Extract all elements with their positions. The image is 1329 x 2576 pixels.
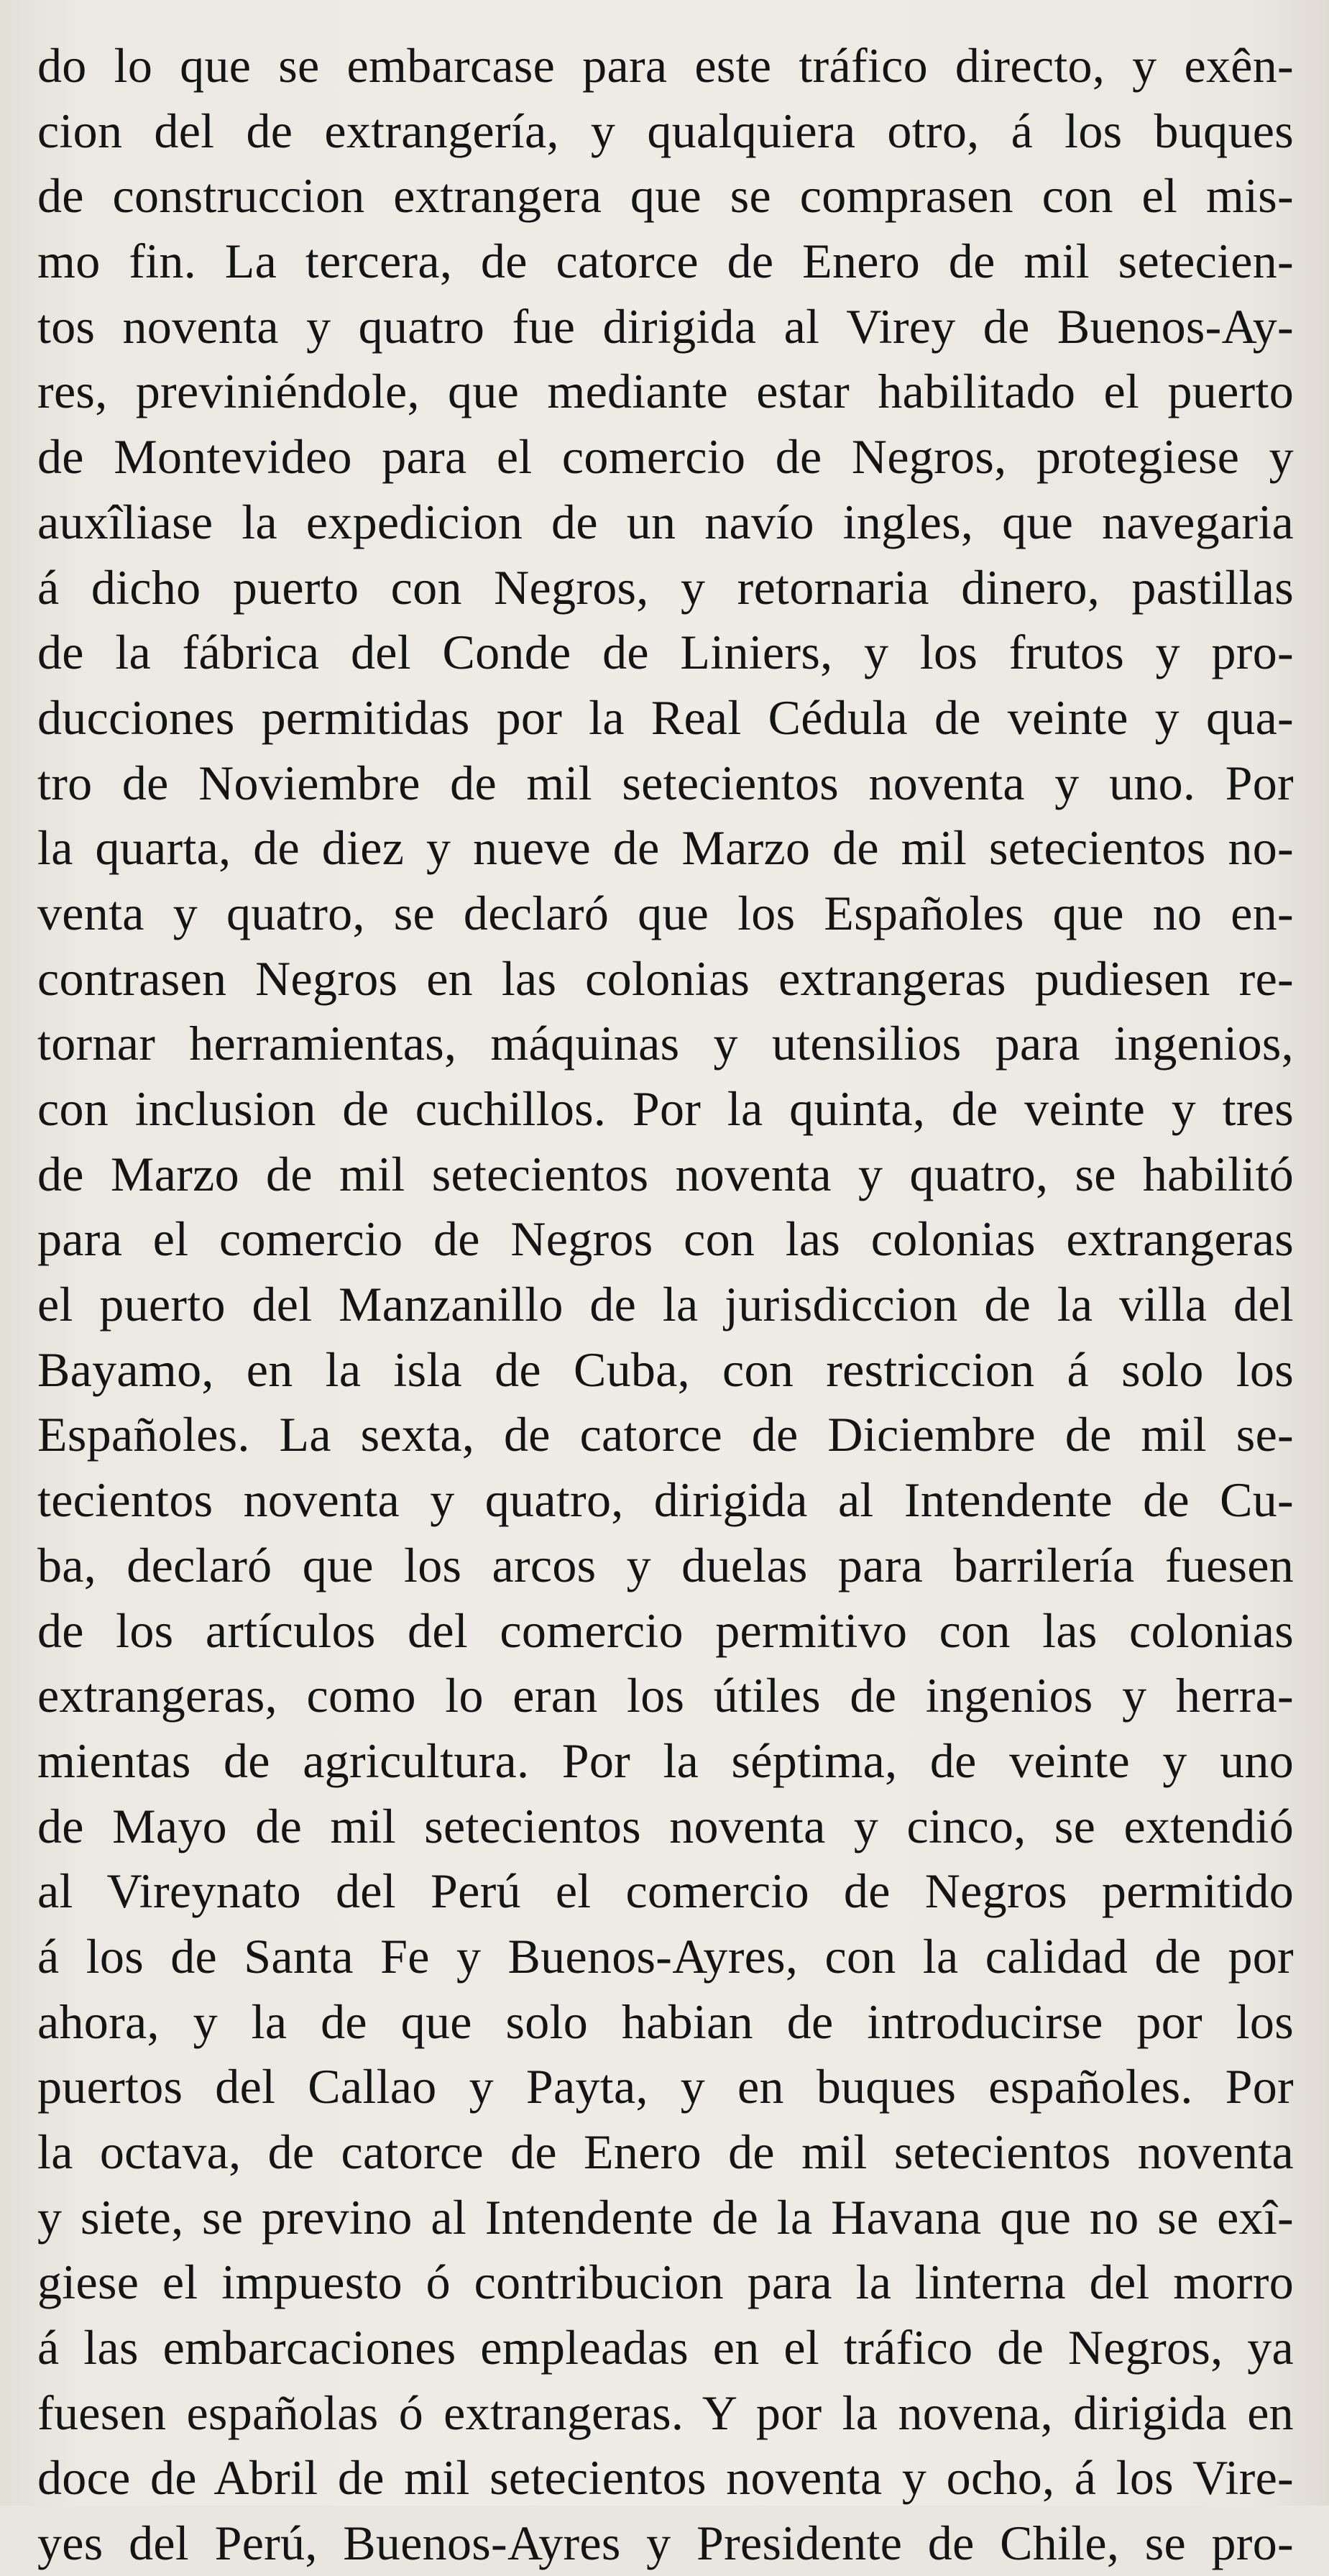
text-line: Bayamo, en la isla de Cuba, con restriccion á solo los [37, 1342, 1294, 1397]
text-line: mo fin. La tercera, de catorce de Enero de mil setecien- [37, 234, 1294, 289]
text-line: venta y quatro, se declaró que los Españoles que no en- [37, 885, 1294, 940]
text-line: do lo que se embarcase para este tráfico directo, y exên- [37, 38, 1294, 93]
text-line: de Marzo de mil setecientos noventa y quatro, se habilitó [37, 1146, 1294, 1201]
text-line: de la fábrica del Conde de Liniers, y los frutos y pro- [37, 625, 1294, 680]
text-line: tecientos noventa y quatro, dirigida al Intendente de Cu- [37, 1472, 1294, 1528]
text-line: tos noventa y quatro fue dirigida al Virey de Buenos-Ay- [37, 298, 1294, 354]
text-line: tornar herramientas, máquinas y utensilios para ingenios, [37, 1016, 1294, 1071]
text-line: de construccion extrangera que se comprasen con el mis- [37, 168, 1294, 224]
text-line: ducciones permitidas por la Real Cédula de veinte y qua- [37, 689, 1294, 745]
text-line: puertos del Callao y Payta, y en buques españoles. Por [37, 2059, 1294, 2114]
text-line: á las embarcaciones empleadas en el tráfico de Negros, ya [37, 2320, 1294, 2375]
text-line: al Vireynato del Perú el comercio de Negros permitido [37, 1864, 1294, 1919]
text-line: para el comercio de Negros con las colonias extrangeras [37, 1211, 1294, 1267]
text-line: y siete, se previno al Intendente de la Havana que no se exî- [37, 2189, 1294, 2245]
text-line: de Mayo de mil setecientos noventa y cinco, se extendió [37, 1798, 1294, 1853]
text-line: fuesen españolas ó extrangeras. Y por la novena, dirigida en [37, 2385, 1294, 2440]
text-line: Españoles. La sexta, de catorce de Diciembre de mil se- [37, 1407, 1294, 1462]
text-line: la octava, de catorce de Enero de mil setecientos noventa [37, 2124, 1294, 2179]
text-line: giese el impuesto ó contribucion para la linterna del morro [37, 2255, 1294, 2310]
text-line: doce de Abril de mil setecientos noventa y ocho, á los Vire- [37, 2450, 1294, 2506]
text-line: yes del Perú, Buenos-Ayres y Presidente de Chile, se pro- [37, 2516, 1294, 2571]
text-line: ba, declaró que los arcos y duelas para barrilería fuesen [37, 1537, 1294, 1592]
text-line: con inclusion de cuchillos. Por la quinta, de veinte y tres [37, 1081, 1294, 1136]
text-line: res, previniéndole, que mediante estar habilitado el puerto [37, 364, 1294, 419]
text-line: ahora, y la de que solo habian de introducirse por los [37, 1994, 1294, 2049]
text-line: extrangeras, como lo eran los útiles de ingenios y herra- [37, 1668, 1294, 1723]
text-line: auxîliase la expedicion de un navío ingles, que navegaria [37, 494, 1294, 549]
text-line: la quarta, de diez y nueve de Marzo de mil setecientos no- [37, 820, 1294, 876]
text-line: de Montevideo para el comercio de Negros, protegiese y [37, 429, 1294, 485]
text-line: de los artículos del comercio permitivo con las colonias [37, 1603, 1294, 1658]
text-line: á los de Santa Fe y Buenos-Ayres, con la calidad de por [37, 1928, 1294, 1984]
text-line: contrasen Negros en las colonias extrangeras pudiesen re- [37, 950, 1294, 1006]
body-text [37, 33, 1294, 2576]
text-line: mientas de agricultura. Por la séptima, de veinte y uno [37, 1733, 1294, 1788]
text-line: el puerto del Manzanillo de la jurisdiccion de la villa del [37, 1277, 1294, 1332]
text-line: cion del de extrangería, y qualquiera otro, á los buques [37, 103, 1294, 158]
text-line: tro de Noviembre de mil setecientos noventa y uno. Por [37, 755, 1294, 810]
text-line: á dicho puerto con Negros, y retornaria dinero, pastillas [37, 559, 1294, 615]
